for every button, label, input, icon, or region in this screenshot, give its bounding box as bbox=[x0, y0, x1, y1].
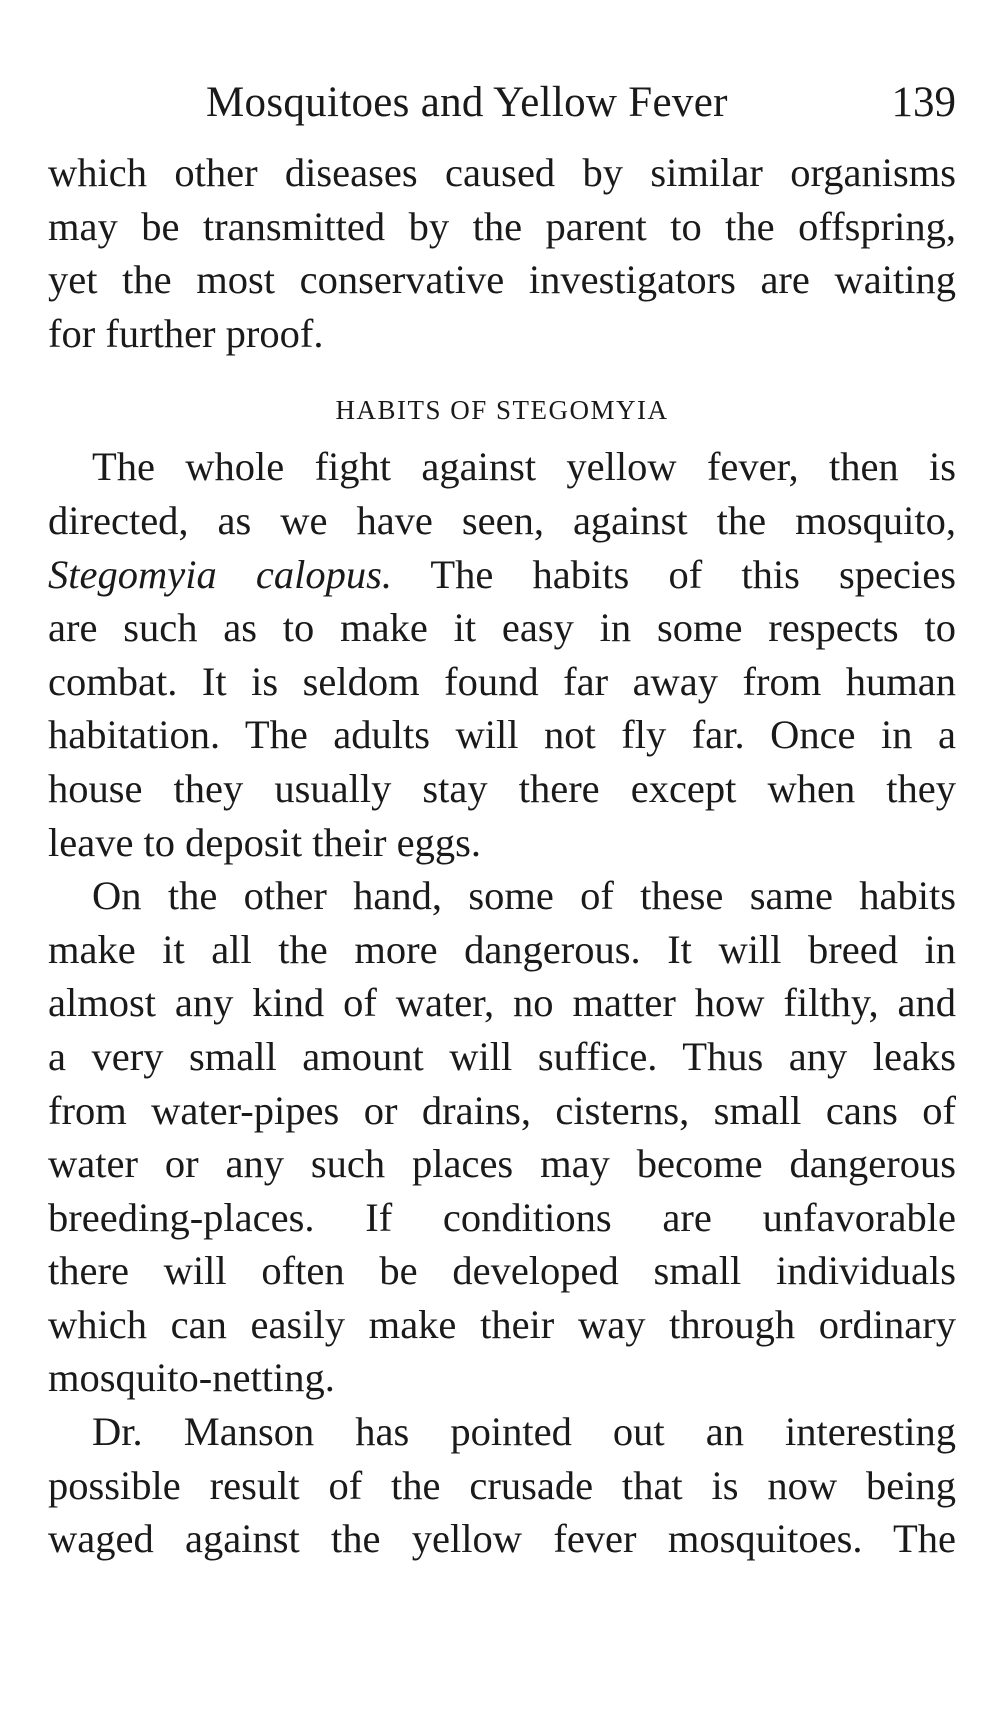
text-line: which can easily make their way through ordinary bbox=[48, 1301, 956, 1347]
paragraph-4 bbox=[48, 1405, 956, 1566]
text-line: water or any such places may become dangerous bbox=[48, 1141, 956, 1187]
paragraph-3 bbox=[48, 869, 956, 1405]
text-fragment: The habits of this species bbox=[430, 551, 956, 597]
text-line: there will often be developed small individuals bbox=[48, 1248, 956, 1294]
text-line-with-italic bbox=[48, 548, 956, 602]
text-line: combat. It is seldom found far away from human bbox=[48, 658, 956, 704]
species-name: Stegomyia calopus. bbox=[48, 551, 392, 597]
book-page bbox=[48, 70, 956, 1566]
text-line: are such as to make it easy in some respects to bbox=[48, 605, 956, 651]
section-heading: HABITS OF STEGOMYIA bbox=[335, 395, 669, 426]
text-line: possible result of the crusade that is now being bbox=[48, 1462, 956, 1508]
text-line: Dr. Manson has pointed out an interesting bbox=[92, 1409, 956, 1455]
text-line: habitation. The adults will not fly far. Once in a bbox=[48, 712, 956, 758]
text-line: make it all the more dangerous. It will breed in bbox=[48, 926, 956, 972]
text-line: leave to deposit their eggs. bbox=[48, 819, 482, 865]
text-line: house they usually stay there except when they bbox=[48, 765, 956, 811]
running-title: Mosquitoes and Yellow Fever bbox=[206, 79, 728, 126]
text-line: yet the most conservative investigators are waiting bbox=[48, 257, 956, 303]
text-line: may be transmitted by the parent to the offspring, bbox=[48, 203, 956, 249]
page-number: 139 bbox=[891, 79, 956, 126]
text-line: a very small amount will suffice. Thus any leaks bbox=[48, 1033, 956, 1079]
paragraph-1 bbox=[48, 146, 956, 360]
text-line: mosquito-netting. bbox=[48, 1355, 335, 1401]
text-line: for further proof. bbox=[48, 310, 324, 356]
text-line: which other diseases caused by similar organisms bbox=[48, 150, 956, 195]
text-line: The whole fight against yellow fever, then is bbox=[92, 444, 956, 490]
text-line: waged against the yellow fever mosquitoes. The bbox=[48, 1516, 956, 1562]
running-head bbox=[48, 70, 956, 146]
text-line: breeding-places. If conditions are unfavorable bbox=[48, 1194, 956, 1240]
text-line: directed, as we have seen, against the mosquito, bbox=[48, 497, 956, 543]
text-line: On the other hand, some of these same habits bbox=[92, 873, 956, 919]
text-line: from water-pipes or drains, cisterns, small cans of bbox=[48, 1087, 956, 1133]
paragraph-2 bbox=[48, 440, 956, 869]
text-line: almost any kind of water, no matter how filthy, and bbox=[48, 980, 956, 1026]
